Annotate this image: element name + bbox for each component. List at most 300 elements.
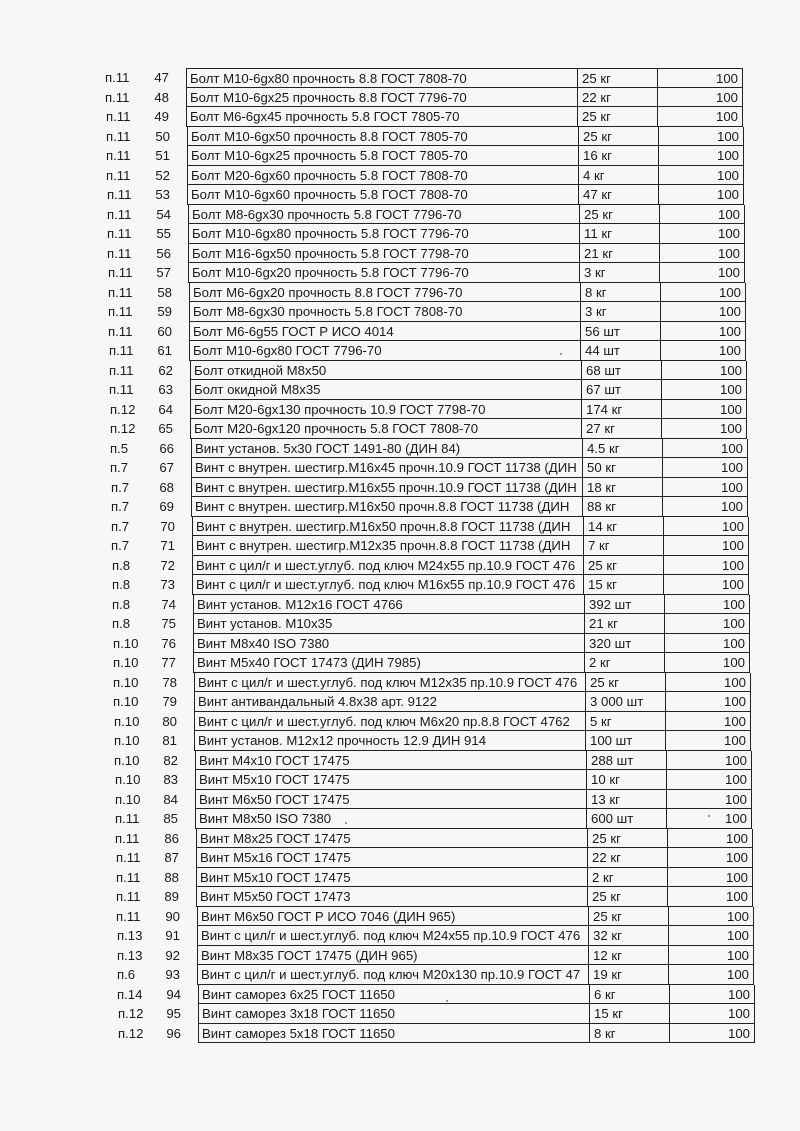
row-number: 72 [160, 557, 175, 573]
item-name: Винт М4х10 ГОСТ 17475 [195, 751, 586, 771]
section-label: п.11 [105, 70, 130, 85]
scan-speck [345, 822, 347, 824]
row-number: 79 [162, 694, 177, 709]
item-name: Винт М5х16 ГОСТ 17475 [196, 848, 587, 868]
item-quantity: 3 000 шт [585, 692, 665, 712]
table-row [0, 458, 800, 478]
section-label: п.5 [110, 440, 129, 456]
table-row [0, 166, 800, 186]
table-row [0, 341, 800, 361]
row-number: 86 [164, 830, 179, 846]
item-name: Болт окидной М8х35 [190, 380, 581, 400]
section-label: п.11 [106, 167, 131, 183]
row-number: 57 [156, 265, 171, 280]
section-label: п.11 [116, 850, 141, 865]
table-row [0, 809, 800, 829]
item-name: Винт с цил/г и шест.углуб. под ключ М24х55 пр.10.9 ГОСТ 476 [197, 926, 588, 946]
item-value: 100 [663, 575, 749, 595]
table-row [0, 322, 800, 342]
table-row [0, 536, 800, 556]
item-name: Винт саморез 3х18 ГОСТ 11650 [198, 1004, 589, 1024]
item-value: 100 [657, 68, 743, 88]
item-name: Винт М6х50 ГОСТ 17475 [195, 790, 586, 810]
item-value: 100 [664, 595, 750, 615]
row-number: 65 [158, 421, 173, 436]
item-value: 100 [668, 907, 754, 927]
item-value: 100 [658, 127, 744, 147]
section-label: п.14 [117, 986, 143, 1002]
item-name: Болт М10-6gх80 прочность 8.8 ГОСТ 7808-70 [186, 68, 577, 88]
item-value: 100 [668, 926, 754, 946]
table-row [0, 146, 800, 166]
item-quantity: 25 кг [588, 907, 668, 927]
item-value: 100 [661, 380, 747, 400]
item-name: Винт с цил/г и шест.углуб. под ключ М6х20 пр.8.8 ГОСТ 4762 [194, 712, 585, 732]
row-number: 63 [158, 382, 173, 397]
item-quantity: 392 шт [584, 595, 664, 615]
row-number: 73 [160, 577, 175, 592]
section-label: п.11 [115, 811, 140, 826]
row-number: 48 [154, 89, 169, 105]
row-number: 90 [165, 908, 180, 924]
item-value: 100 [664, 614, 750, 634]
section-label: п.13 [117, 947, 143, 963]
item-quantity: 25 кг [577, 68, 657, 88]
item-quantity: 25 кг [585, 673, 665, 693]
item-value: 100 [664, 634, 750, 654]
section-label: п.7 [110, 460, 129, 475]
section-label: п.12 [118, 1006, 144, 1021]
table-row [0, 517, 800, 537]
section-label: п.10 [114, 752, 140, 768]
item-value: 100 [660, 283, 746, 303]
row-number: 94 [166, 986, 181, 1002]
row-number: 93 [165, 967, 180, 982]
item-name: Болт М6-6gх20 прочность 8.8 ГОСТ 7796-70 [189, 283, 580, 303]
table-row [0, 127, 800, 147]
item-value: 100 [666, 751, 752, 771]
item-quantity: 3 кг [579, 263, 659, 283]
item-name: Винт установ. М12х12 прочность 12.9 ДИН 914 [194, 731, 585, 751]
table-row [0, 595, 800, 615]
item-quantity: 56 шт [580, 322, 660, 342]
section-label: п.10 [115, 791, 141, 807]
table-row [0, 1024, 800, 1044]
item-name: Болт М10-6gх25 прочность 8.8 ГОСТ 7796-70 [186, 88, 577, 108]
item-value: 100 [661, 400, 747, 420]
item-value: 100 [659, 224, 745, 244]
table-row [0, 634, 800, 654]
item-name: Винт М8х40 ISO 7380 [193, 634, 584, 654]
item-value: 100 [657, 88, 743, 108]
table-row [0, 380, 800, 400]
section-label: п.11 [109, 382, 134, 397]
item-name: Болт М16-6gх50 прочность 5.8 ГОСТ 7798-70 [188, 244, 579, 264]
table-row [0, 829, 800, 849]
item-name: Болт М10-6gх20 прочность 5.8 ГОСТ 7796-70 [188, 263, 579, 283]
item-name: Болт М20-6gх60 прочность 5.8 ГОСТ 7808-70 [187, 166, 578, 186]
item-value: 100 [663, 536, 749, 556]
table-row [0, 419, 800, 439]
table-row [0, 653, 800, 673]
table-row [0, 770, 800, 790]
section-label: п.10 [115, 772, 141, 787]
item-value: 100 [658, 166, 744, 186]
row-number: 95 [166, 1006, 181, 1021]
section-label: п.8 [112, 616, 131, 631]
item-name: Винт с внутрен. шестигр.М16х55 прочн.10.9 ГОСТ 11738 (ДИН [191, 478, 582, 498]
table-row [0, 439, 800, 459]
item-name: Винт с цил/г и шест.углуб. под ключ М20х130 пр.10.9 ГОСТ 47 [197, 965, 588, 985]
row-number: 69 [159, 499, 174, 514]
table-row [0, 712, 800, 732]
item-name: Болт М10-6gх80 прочность 5.8 ГОСТ 7796-70 [188, 224, 579, 244]
item-value: 100 [660, 302, 746, 322]
section-label: п.6 [117, 967, 136, 982]
item-value: 100 [661, 419, 747, 439]
section-label: п.11 [107, 206, 132, 222]
item-quantity: 25 кг [583, 556, 663, 576]
item-name: Болт М20-6gх120 прочность 5.8 ГОСТ 7808-70 [190, 419, 581, 439]
item-quantity: 32 кг [588, 926, 668, 946]
section-label: п.11 [106, 128, 131, 144]
item-value: 100 [659, 205, 745, 225]
row-number: 58 [157, 284, 172, 300]
table-row [0, 400, 800, 420]
item-quantity: 18 кг [582, 478, 662, 498]
item-value: 100 [663, 517, 749, 537]
table-row [0, 556, 800, 576]
item-quantity: 15 кг [583, 575, 663, 595]
item-name: Винт М8х50 ISO 7380 [195, 809, 586, 829]
row-number: 64 [158, 401, 173, 417]
row-number: 70 [160, 518, 175, 534]
section-label: п.10 [113, 674, 139, 690]
item-name: Винт установ. М12х16 ГОСТ 4766 [193, 595, 584, 615]
item-name: Болт М6-6g55 ГОСТ Р ИСО 4014 [189, 322, 580, 342]
section-label: п.11 [108, 284, 133, 300]
item-value: 100 [667, 868, 753, 888]
item-quantity: 44 шт [580, 341, 660, 361]
row-number: 80 [162, 713, 177, 729]
row-number: 87 [164, 850, 179, 865]
table-row [0, 361, 800, 381]
row-number: 96 [166, 1025, 181, 1041]
item-quantity: 320 шт [584, 634, 664, 654]
item-quantity: 14 кг [583, 517, 663, 537]
item-quantity: 25 кг [578, 127, 658, 147]
item-name: Болт М6-6gх45 прочность 5.8 ГОСТ 7805-70 [186, 107, 577, 127]
item-value: 100 [668, 946, 754, 966]
table-row [0, 1004, 800, 1024]
item-value: 100 [661, 361, 747, 381]
row-number: 50 [155, 128, 170, 144]
item-quantity: 21 кг [579, 244, 659, 264]
table-row [0, 692, 800, 712]
section-label: п.11 [109, 362, 134, 378]
item-quantity: 25 кг [579, 205, 659, 225]
item-quantity: 16 кг [578, 146, 658, 166]
item-quantity: 100 шт [585, 731, 665, 751]
section-label: п.11 [116, 908, 141, 924]
items-table [0, 68, 800, 1043]
section-label: п.11 [109, 343, 134, 358]
table-row [0, 887, 800, 907]
item-name: Винт антивандальный 4.8х38 арт. 9122 [194, 692, 585, 712]
section-label: п.11 [105, 89, 130, 105]
table-row [0, 68, 800, 88]
section-label: п.12 [110, 401, 136, 417]
section-label: п.7 [111, 499, 130, 514]
item-quantity: 25 кг [587, 829, 667, 849]
item-name: Винт установ. М10х35 [193, 614, 584, 634]
section-label: п.10 [113, 635, 139, 651]
item-name: Болт М8-6gх30 прочность 5.8 ГОСТ 7796-70 [188, 205, 579, 225]
item-quantity: 2 кг [587, 868, 667, 888]
table-row [0, 926, 800, 946]
item-quantity: 22 кг [587, 848, 667, 868]
item-quantity: 8 кг [580, 283, 660, 303]
item-value: 100 [665, 731, 751, 751]
section-label: п.11 [108, 265, 133, 280]
row-number: 60 [157, 323, 172, 339]
row-number: 82 [163, 752, 178, 768]
item-value: 100 [667, 848, 753, 868]
item-name: Болт М10-6gх80 ГОСТ 7796-70 [189, 341, 580, 361]
item-value: 100 [662, 497, 748, 517]
section-label: п.8 [112, 557, 131, 573]
row-number: 83 [163, 772, 178, 787]
item-value: 100 [662, 458, 748, 478]
row-number: 91 [165, 928, 180, 943]
table-row [0, 907, 800, 927]
row-number: 49 [154, 109, 169, 124]
table-row [0, 244, 800, 264]
item-quantity: 10 кг [586, 770, 666, 790]
row-number: 67 [159, 460, 174, 475]
row-number: 66 [159, 440, 174, 456]
row-number: 62 [158, 362, 173, 378]
item-name: Винт М5х10 ГОСТ 17475 [195, 770, 586, 790]
item-name: Винт саморез 6х25 ГОСТ 11650 [198, 985, 589, 1005]
row-number: 51 [155, 148, 170, 163]
item-value: 100 [665, 692, 751, 712]
item-quantity: 11 кг [579, 224, 659, 244]
section-label: п.11 [107, 226, 132, 241]
item-value: 100 [666, 770, 752, 790]
table-row [0, 478, 800, 498]
table-row [0, 107, 800, 127]
item-value: 100 [666, 809, 752, 829]
section-label: п.12 [110, 421, 136, 436]
item-value: 100 [660, 341, 746, 361]
item-quantity: 27 кг [581, 419, 661, 439]
item-value: 100 [667, 887, 753, 907]
item-quantity: 22 кг [577, 88, 657, 108]
item-name: Болт откидной М8х50 [190, 361, 581, 381]
item-value: 100 [658, 185, 744, 205]
item-value: 100 [658, 146, 744, 166]
item-quantity: 2 кг [584, 653, 664, 673]
item-name: Винт М5х10 ГОСТ 17475 [196, 868, 587, 888]
item-quantity: 19 кг [588, 965, 668, 985]
table-row [0, 497, 800, 517]
item-name: Винт М8х35 ГОСТ 17475 (ДИН 965) [197, 946, 588, 966]
row-number: 85 [163, 811, 178, 826]
item-name: Винт М5х50 ГОСТ 17473 [196, 887, 587, 907]
table-row [0, 205, 800, 225]
table-row [0, 224, 800, 244]
item-name: Винт с внутрен. шестигр.М12х35 прочн.8.8 ГОСТ 11738 (ДИН [192, 536, 583, 556]
section-label: п.11 [116, 869, 141, 885]
item-value: 100 [665, 673, 751, 693]
item-quantity: 67 шт [581, 380, 661, 400]
item-value: 100 [669, 985, 755, 1005]
section-label: п.8 [112, 577, 131, 592]
section-label: п.13 [117, 928, 143, 943]
row-number: 71 [160, 538, 175, 553]
item-quantity: 68 шт [581, 361, 661, 381]
item-value: 100 [664, 653, 750, 673]
item-quantity: 3 кг [580, 302, 660, 322]
item-name: Болт М20-6gх130 прочность 10.9 ГОСТ 7798-70 [190, 400, 581, 420]
table-row [0, 946, 800, 966]
row-number: 81 [162, 733, 177, 748]
row-number: 59 [157, 304, 172, 319]
item-quantity: 25 кг [577, 107, 657, 127]
row-number: 68 [159, 479, 174, 495]
table-row [0, 673, 800, 693]
section-label: п.11 [116, 889, 141, 904]
section-label: п.8 [112, 596, 131, 612]
row-number: 74 [161, 596, 176, 612]
table-row [0, 283, 800, 303]
row-number: 61 [157, 343, 172, 358]
table-row [0, 790, 800, 810]
section-label: п.7 [111, 518, 130, 534]
item-quantity: 15 кг [589, 1004, 669, 1024]
row-number: 75 [161, 616, 176, 631]
item-quantity: 50 кг [582, 458, 662, 478]
item-name: Винт М8х25 ГОСТ 17475 [196, 829, 587, 849]
item-value: 100 [663, 556, 749, 576]
section-label: п.12 [118, 1025, 144, 1041]
item-name: Болт М10-6gх25 прочность 5.8 ГОСТ 7805-70 [187, 146, 578, 166]
row-number: 84 [163, 791, 178, 807]
section-label: п.11 [107, 187, 132, 202]
item-quantity: 6 кг [589, 985, 669, 1005]
item-name: Болт М10-6gх50 прочность 8.8 ГОСТ 7805-70 [187, 127, 578, 147]
item-quantity: 12 кг [588, 946, 668, 966]
section-label: п.10 [114, 733, 140, 748]
item-quantity: 600 шт [586, 809, 666, 829]
item-quantity: 21 кг [584, 614, 664, 634]
item-value: 100 [660, 322, 746, 342]
scan-speck [708, 815, 710, 817]
row-number: 47 [154, 70, 169, 85]
section-label: п.11 [115, 830, 140, 846]
table-row [0, 185, 800, 205]
section-label: п.11 [106, 109, 131, 124]
item-name: Винт М5х40 ГОСТ 17473 (ДИН 7985) [193, 653, 584, 673]
table-row [0, 614, 800, 634]
item-value: 100 [662, 439, 748, 459]
item-quantity: 288 шт [586, 751, 666, 771]
item-name: Винт с внутрен. шестигр.М16х50 прочн.8.8 ГОСТ 11738 (ДИН [192, 517, 583, 537]
section-label: п.10 [113, 655, 139, 670]
item-quantity: 47 кг [578, 185, 658, 205]
item-value: 100 [667, 829, 753, 849]
table-row [0, 751, 800, 771]
row-number: 52 [155, 167, 170, 183]
row-number: 88 [164, 869, 179, 885]
row-number: 77 [161, 655, 176, 670]
section-label: п.7 [111, 538, 130, 553]
item-name: Винт установ. 5х30 ГОСТ 1491-80 (ДИН 84) [191, 439, 582, 459]
item-name: Болт М10-6gх60 прочность 5.8 ГОСТ 7808-70 [187, 185, 578, 205]
table-row [0, 985, 800, 1005]
table-row [0, 868, 800, 888]
item-quantity: 25 кг [587, 887, 667, 907]
row-number: 54 [156, 206, 171, 222]
item-name: Болт М8-6gх30 прочность 5.8 ГОСТ 7808-70 [189, 302, 580, 322]
item-quantity: 4 кг [578, 166, 658, 186]
row-number: 55 [156, 226, 171, 241]
section-label: п.11 [108, 304, 133, 319]
item-name: Винт М6х50 ГОСТ Р ИСО 7046 (ДИН 965) [197, 907, 588, 927]
item-name: Винт с внутрен. шестигр.М16х50 прочн.8.8 ГОСТ 11738 (ДИН [191, 497, 582, 517]
item-value: 100 [665, 712, 751, 732]
item-quantity: 88 кг [582, 497, 662, 517]
row-number: 53 [155, 187, 170, 202]
section-label: п.11 [106, 148, 131, 163]
table-row [0, 965, 800, 985]
row-number: 76 [161, 635, 176, 651]
section-label: п.11 [107, 245, 132, 261]
item-quantity: 5 кг [585, 712, 665, 732]
scan-speck [560, 353, 562, 355]
item-value: 100 [668, 965, 754, 985]
table-row [0, 88, 800, 108]
item-quantity: 13 кг [586, 790, 666, 810]
item-name: Винт саморез 5х18 ГОСТ 11650 [198, 1024, 589, 1044]
item-quantity: 174 кг [581, 400, 661, 420]
item-value: 100 [657, 107, 743, 127]
item-name: Винт с цил/г и шест.углуб. под ключ М24х55 пр.10.9 ГОСТ 476 [192, 556, 583, 576]
item-value: 100 [659, 263, 745, 283]
item-name: Винт с цил/г и шест.углуб. под ключ М12х35 пр.10.9 ГОСТ 476 [194, 673, 585, 693]
section-label: п.10 [114, 713, 140, 729]
section-label: п.10 [113, 694, 139, 709]
item-quantity: 4.5 кг [582, 439, 662, 459]
section-label: п.11 [108, 323, 133, 339]
row-number: 89 [164, 889, 179, 904]
table-row [0, 263, 800, 283]
table-row [0, 302, 800, 322]
item-value: 100 [666, 790, 752, 810]
item-name: Винт с цил/г и шест.углуб. под ключ М16х55 пр.10.9 ГОСТ 476 [192, 575, 583, 595]
item-quantity: 7 кг [583, 536, 663, 556]
item-value: 100 [669, 1024, 755, 1044]
item-quantity: 8 кг [589, 1024, 669, 1044]
item-name: Винт с внутрен. шестигр.М16х45 прочн.10.9 ГОСТ 11738 (ДИН [191, 458, 582, 478]
row-number: 78 [162, 674, 177, 690]
item-value: 100 [669, 1004, 755, 1024]
scan-speck [446, 1000, 448, 1002]
section-label: п.7 [111, 479, 130, 495]
item-value: 100 [662, 478, 748, 498]
row-number: 92 [165, 947, 180, 963]
